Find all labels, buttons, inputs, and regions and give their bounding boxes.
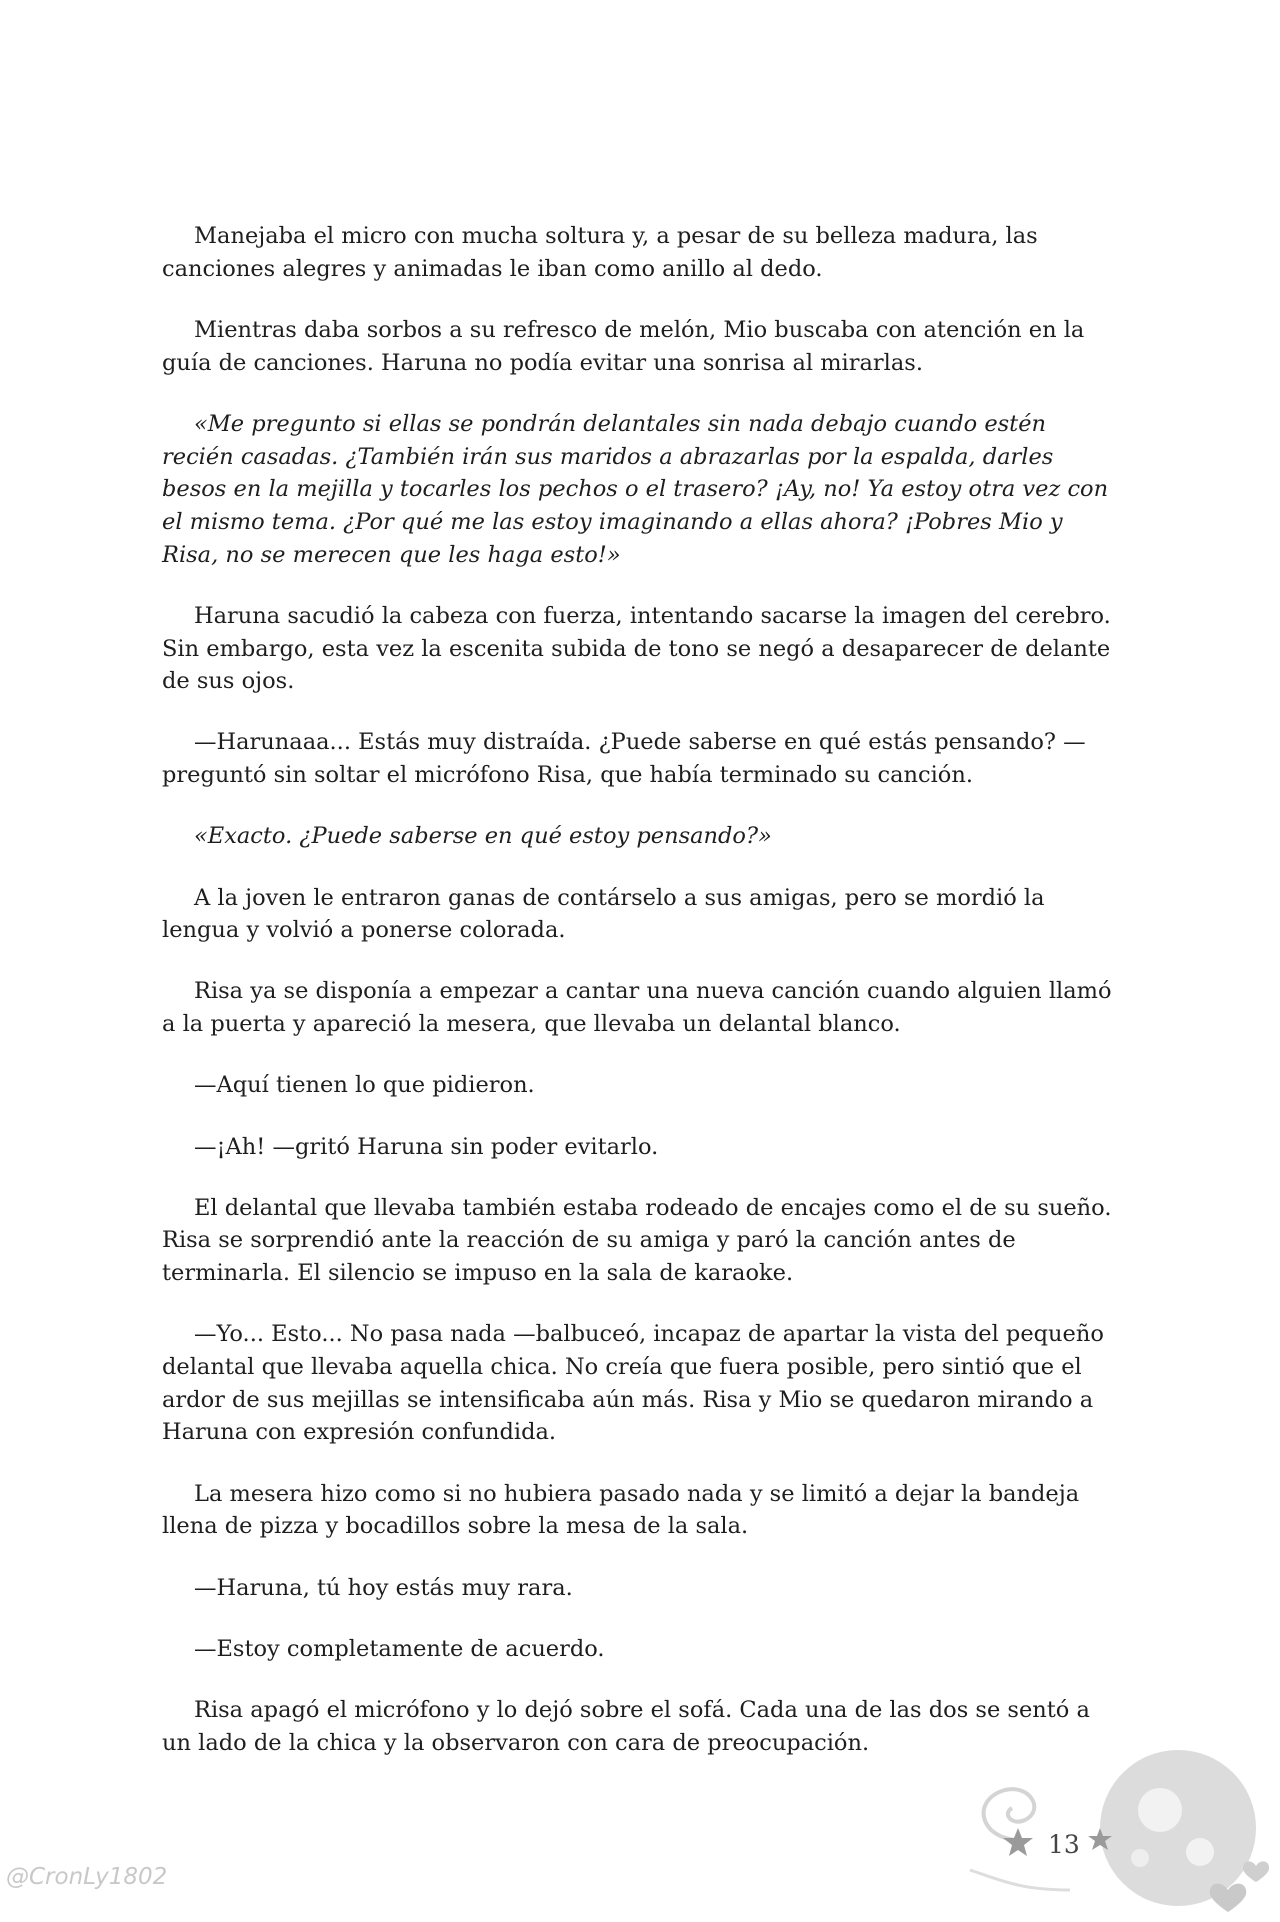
paragraph-dialogue: —Aquí tienen lo que pidieron. xyxy=(194,1072,535,1099)
heart-icon xyxy=(1243,1861,1269,1882)
paragraph-inner-thought: «Exacto. ¿Puede saberse en qué estoy pensando?» xyxy=(194,823,772,850)
paragraph: La mesera hizo como si no hubiera pasado nada y se limitó a dejar la bandeja llena de pizza y bocadillos sobre la mesa de la sala. xyxy=(162,1480,1080,1540)
paragraph-dialogue: —Harunaaa... Estás muy distraída. ¿Puede saberse en qué estás pensando? —preguntó sin soltar el micrófono Risa, que había terminado su canción. xyxy=(162,729,1086,789)
paragraph: Mientras daba sorbos a su refresco de melón, Mio buscaba con atención en la guía de canciones. Haruna no podía evitar una sonrisa al mirarlas. xyxy=(162,316,1085,376)
moon-icon xyxy=(1100,1750,1256,1906)
paragraph-dialogue: —Haruna, tú hoy estás muy rara. xyxy=(194,1574,573,1601)
paragraph: Manejaba el micro con mucha soltura y, a pesar de su belleza madura, las canciones alegres y animadas le iban como anillo al dedo. xyxy=(162,223,1038,282)
page-corner-decoration xyxy=(960,1740,1280,1922)
paragraph-dialogue: —¡Ah! —gritó Haruna sin poder evitarlo. xyxy=(194,1133,659,1160)
watermark: @CronLy1802 xyxy=(6,1864,168,1890)
star-icon xyxy=(1003,1828,1033,1856)
page-body xyxy=(162,220,1120,1788)
paragraph: Haruna sacudió la cabeza con fuerza, intentando sacarse la imagen del cerebro. Sin embargo, esta vez la escenita subida de tono se negó a desaparecer de delante de sus ojos. xyxy=(162,602,1111,695)
paragraph: A la joven le entraron ganas de contárselo a sus amigas, pero se mordió la lengua y volvió a ponerse colorada. xyxy=(162,884,1045,944)
paragraph: El delantal que llevaba también estaba rodeado de encajes como el de su sueño. Risa se sorprendió ante la reacción de su amiga y paró la canción antes de terminarla. El silencio se impuso en la sala de karaoke. xyxy=(162,1194,1112,1287)
paragraph-dialogue: —Estoy completamente de acuerdo. xyxy=(194,1635,605,1662)
paragraph: Risa ya se disponía a empezar a cantar una nueva canción cuando alguien llamó a la puerta y apareció la mesera, que llevaba un delantal blanco. xyxy=(162,978,1112,1038)
page-number: 13 xyxy=(1048,1830,1080,1859)
paragraph: Risa apagó el micrófono y lo dejó sobre el sofá. Cada una de las dos se sentó a un lado de la chica y la observaron con cara de preocupación. xyxy=(162,1697,1090,1756)
swirl-icon xyxy=(984,1789,1035,1840)
paragraph-dialogue: —Yo... Esto... No pasa nada —balbuceó, incapaz de apartar la vista del pequeño delantal que llevaba aquella chica. No creía que fuera posible, pero sintió que el ardor de sus mejillas se intensificaba aún más. Risa y Mio se quedaron mirando a Haruna con expresión confundida. xyxy=(162,1321,1104,1446)
paragraph-inner-thought: «Me pregunto si ellas se pondrán delantales sin nada debajo cuando estén recién casadas. ¿También irán sus maridos a abrazarlas por la espalda, darles besos en la mejilla y tocarles los pechos o el trasero? ¡Ay, no! Ya estoy otra vez con el mismo tema. ¿Por qué me las estoy imaginando a ellas ahora? ¡Pobres Mio y Risa, no se merecen que les haga esto!» xyxy=(162,410,1109,568)
